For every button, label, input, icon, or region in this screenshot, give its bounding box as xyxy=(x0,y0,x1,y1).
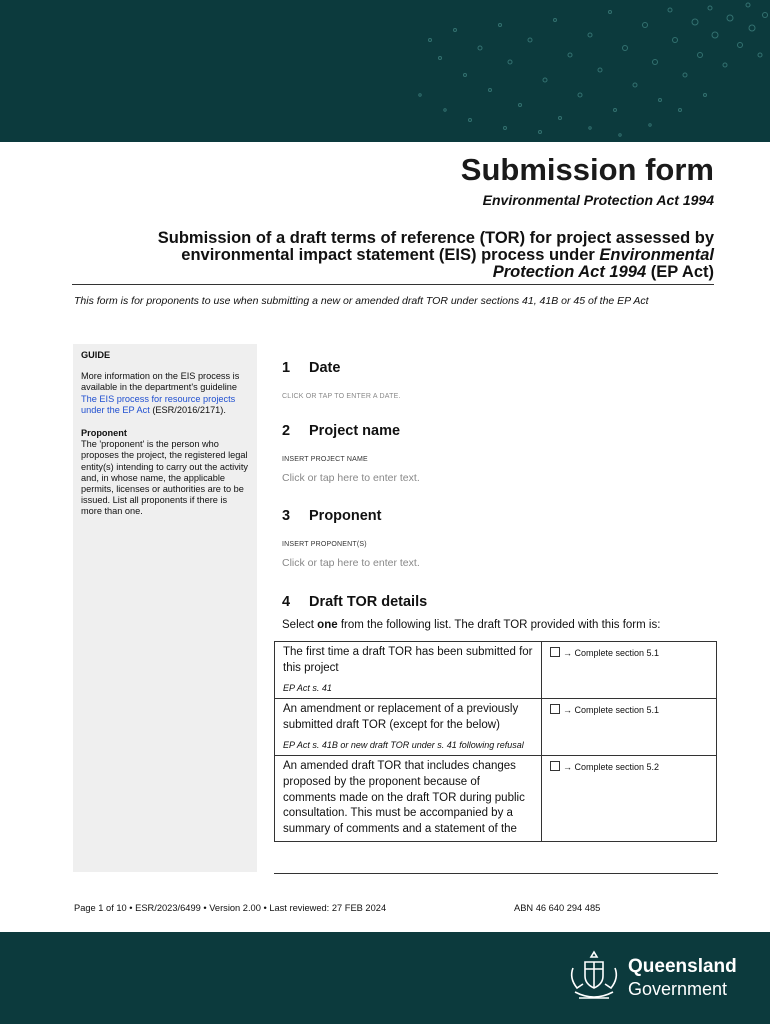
heading-line-3-italic: Protection Act 1994 xyxy=(492,263,647,281)
tor-option-ref: EP Act s. 41B or new draft TOR under s. 41 following refusal xyxy=(283,740,524,751)
tor-option-text: An amended draft TOR that includes changes proposed by the proponent because of comments made on the draft TOR during public consultation. This must be accompanied by a summary of comments and a statement of the xyxy=(283,760,525,835)
section-number: 2 xyxy=(282,423,291,439)
guide-subheading-proponent: Proponent xyxy=(81,428,127,439)
tor-option-choice xyxy=(542,642,717,699)
guide-p1-ref: (ESR/2016/2171). xyxy=(152,404,226,415)
section-title: Proponent xyxy=(309,508,382,524)
heading-line-3 xyxy=(72,264,714,281)
tor-option-choice xyxy=(542,756,717,842)
section-title: Project name xyxy=(309,423,401,439)
tor-option-cell xyxy=(275,642,542,699)
eis-guideline-link[interactable]: The EIS process for resource projects under the EP Act xyxy=(81,393,236,415)
checkbox-amendment[interactable] xyxy=(550,704,560,714)
tor-option-text: An amendment or replacement of a previously submitted draft TOR (except for the below) xyxy=(283,703,519,731)
form-heading xyxy=(72,230,714,281)
select-pre: Select xyxy=(282,619,314,631)
coat-of-arms-icon xyxy=(565,948,623,1004)
section-1-heading xyxy=(282,360,340,376)
select-instruction xyxy=(282,619,660,631)
queensland-government-logo xyxy=(565,948,745,1004)
select-post: from the following list. The draft TOR provided with this form is: xyxy=(340,619,661,631)
project-name-label: INSERT PROJECT NAME xyxy=(282,456,368,463)
section-number: 4 xyxy=(282,594,291,610)
guide-p1-text: More information on the EIS process is available in the department's guideline xyxy=(81,371,240,393)
heading-line-3-end: (EP Act) xyxy=(650,263,714,281)
page-title: Submission form xyxy=(460,152,714,187)
act-subtitle: Environmental Protection Act 1994 xyxy=(482,192,714,208)
checkbox-first-time[interactable] xyxy=(550,647,560,657)
heading-line-1: Submission of a draft terms of reference (TOR) for project assessed by xyxy=(157,229,714,247)
proponent-field[interactable]: Click or tap here to enter text. xyxy=(282,557,420,569)
checkbox-action-label: → Complete section 5.2 xyxy=(563,762,660,773)
select-bold: one xyxy=(317,619,338,631)
section-number: 1 xyxy=(282,360,291,376)
section-title: Date xyxy=(309,360,341,376)
heading-line-2-text: environmental impact statement (EIS) process under xyxy=(181,246,595,264)
abn-number: ABN 46 640 294 485 xyxy=(514,903,601,913)
tor-option-ref: EP Act s. 41 xyxy=(283,683,332,694)
table-row xyxy=(275,699,717,756)
section-title: Draft TOR details xyxy=(309,594,428,610)
tor-options-table xyxy=(274,641,718,874)
section-2-heading xyxy=(282,423,400,439)
checkbox-public-consultation[interactable] xyxy=(550,761,560,771)
section-4-heading xyxy=(282,594,427,610)
logo-queensland: Queensland xyxy=(628,956,737,977)
heading-line-2-italic: Environmental xyxy=(599,246,714,264)
tor-option-cell xyxy=(275,699,542,756)
page-footer: Page 1 of 10 • ESR/2023/6499 • Version 2.00 • Last reviewed: 27 FEB 2024 xyxy=(74,903,387,913)
table-row xyxy=(275,756,717,842)
section-3-heading xyxy=(282,508,382,524)
heading-divider xyxy=(72,284,714,285)
date-field[interactable]: CLICK OR TAP TO ENTER A DATE. xyxy=(282,393,401,400)
section-number: 3 xyxy=(282,508,291,524)
logo-government: Government xyxy=(628,979,728,999)
tor-option-choice xyxy=(542,699,717,756)
proponent-label: INSERT PROPONENT(S) xyxy=(282,541,367,548)
header-banner xyxy=(0,0,770,142)
dot-pattern-decoration xyxy=(0,0,770,142)
intro-text: This form is for proponents to use when submitting a new or amended draft TOR under sections 41, 41B or 45 of the EP Act xyxy=(74,295,649,307)
tor-option-cell xyxy=(275,756,542,842)
tor-option-text: The first time a draft TOR has been submitted for this project xyxy=(283,646,533,674)
table-row xyxy=(275,642,717,699)
guide-sidebar xyxy=(73,344,257,872)
project-name-field[interactable]: Click or tap here to enter text. xyxy=(282,472,420,484)
heading-line-2 xyxy=(72,247,714,264)
checkbox-action-label: → Complete section 5.1 xyxy=(563,648,660,658)
checkbox-action-label: → Complete section 5.1 xyxy=(563,705,660,716)
guide-title: GUIDE xyxy=(81,350,111,360)
guide-paragraph-2: The 'proponent' is the person who proposes the project, the registered legal entity(s) intending to carry out the activity and, in whose name, the applicable permits, licenses or authorities are to be issued. List all proponents if there is more than one. xyxy=(81,439,248,517)
guide-paragraph-1 xyxy=(81,371,249,416)
